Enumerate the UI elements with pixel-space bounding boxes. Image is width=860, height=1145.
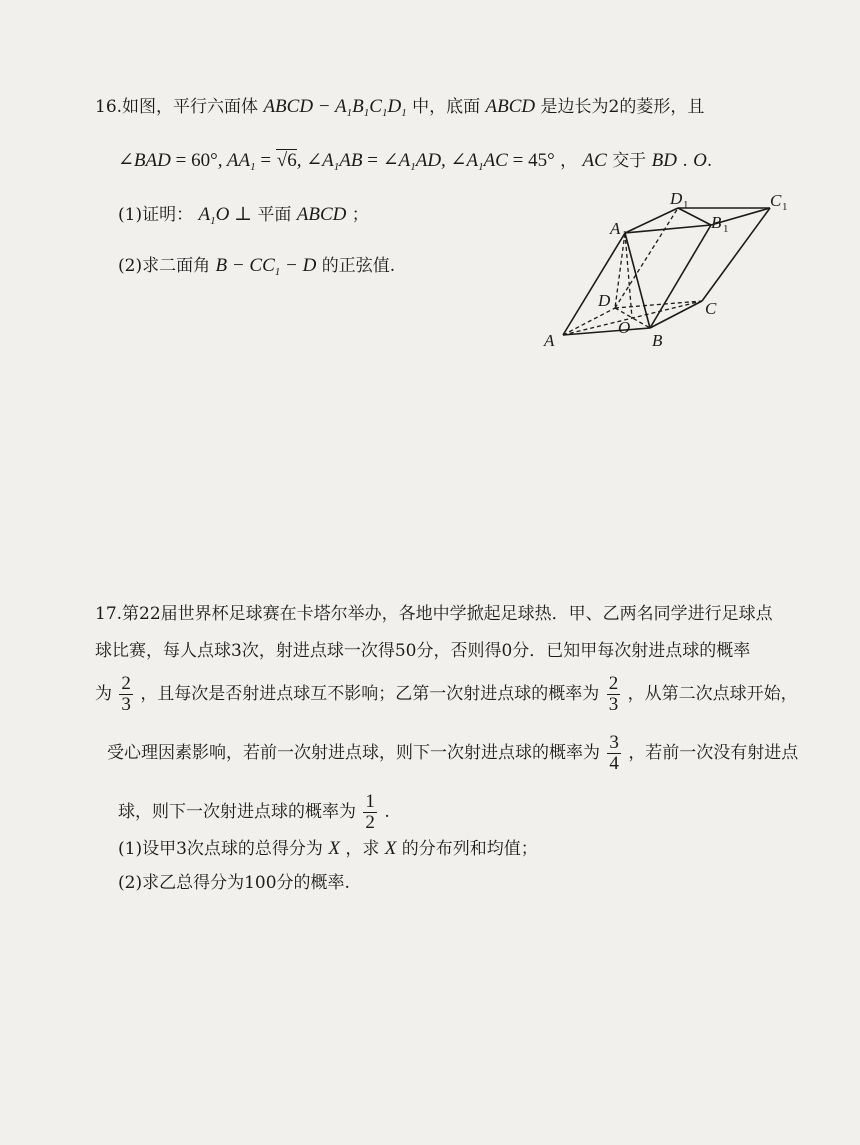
- q16-intro: 16.如图，平行六面体: [95, 97, 259, 117]
- label-A: A: [544, 331, 555, 350]
- q16-part1: (1)证明： $A_1O$ ⊥ 平面 ABCD ；: [118, 204, 369, 227]
- svg-text:1: 1: [782, 201, 788, 213]
- hidden-A1D: [615, 233, 625, 308]
- edge-AA1: [563, 233, 625, 335]
- q17-line1: 17.第22届世界杯足球赛在卡塔尔举办，各地中学掀起足球热．甲、乙两名同学进行足球点: [95, 604, 773, 624]
- q17-part1: (1)设甲3次点球的总得分为 X ，求 X 的分布列和均值；: [118, 838, 538, 859]
- svg-text:1: 1: [723, 223, 729, 235]
- q16-solid-name: ABCD − $A_1B_1C_1D_1$: [263, 96, 407, 119]
- parallelepiped-figure: [530, 188, 800, 358]
- q16-line2: ∠BAD = 60°, $AA_1 = √6$, $\angle A_1AB$ = $\angle A_1AD$, $\angle A_1AC = 45^\circ$ ， AC 交于 BD . O.: [118, 150, 713, 173]
- fraction-2-3: $\frac{2}{3}$: [608, 673, 619, 715]
- edge-AB: [563, 328, 650, 335]
- svg-text:1: 1: [683, 199, 689, 211]
- label-C: C: [705, 299, 717, 318]
- label-O: O: [618, 318, 631, 337]
- q17-line5: 球，则下一次射进点球的概率为 $\frac{1}{2}$ .: [118, 791, 390, 833]
- fraction-1-2: $\frac{1}{2}$: [365, 791, 375, 833]
- label-A1: A: [610, 219, 621, 238]
- q16-part2: (2)求二面角 $B - CC_1 - D$ 的正弦值.: [118, 255, 396, 278]
- label-B: B: [652, 331, 663, 350]
- edge-A1B: [625, 233, 650, 328]
- q16-line1: 16.如图，平行六面体 ABCD − $A_1B_1C_1D_1$ 中，底面 ABCD 是边长为2的菱形，且: [95, 96, 705, 119]
- q16-conditions: ∠BAD = 60°, $AA_1 = √6$, $\angle A_1AB$ = $\angle A_1AD$, $\angle A_1AC = 45^\circ$: [118, 150, 555, 173]
- q17-line4: 受心理因素影响，若前一次射进点球，则下一次射进点球的概率为 $\frac{3}{4}$ ，若前一次没有射进点: [107, 732, 799, 774]
- fraction-3-4: $\frac{3}{4}$: [609, 732, 619, 774]
- fraction-2-3: $\frac{2}{3}$: [121, 673, 131, 715]
- label-D1: D: [670, 189, 683, 208]
- label-C1: C: [770, 191, 782, 210]
- q17-part2: (2)求乙总得分为100分的概率.: [118, 873, 350, 893]
- label-D: D: [598, 291, 611, 310]
- svg-text:1: 1: [622, 229, 628, 241]
- q17-line2: 球比赛，每人点球3次，射进点球一次得50分，否则得0分．已知甲每次射进点球的概率: [95, 641, 751, 661]
- label-B1: B: [711, 213, 722, 232]
- q17-line3: 为 $\frac{2}{3}$ ，且每次是否射进点球互不影响；乙第一次射进点球的概率为 $\frac{2}{3}$ ，从第二次点球开始，: [95, 673, 798, 715]
